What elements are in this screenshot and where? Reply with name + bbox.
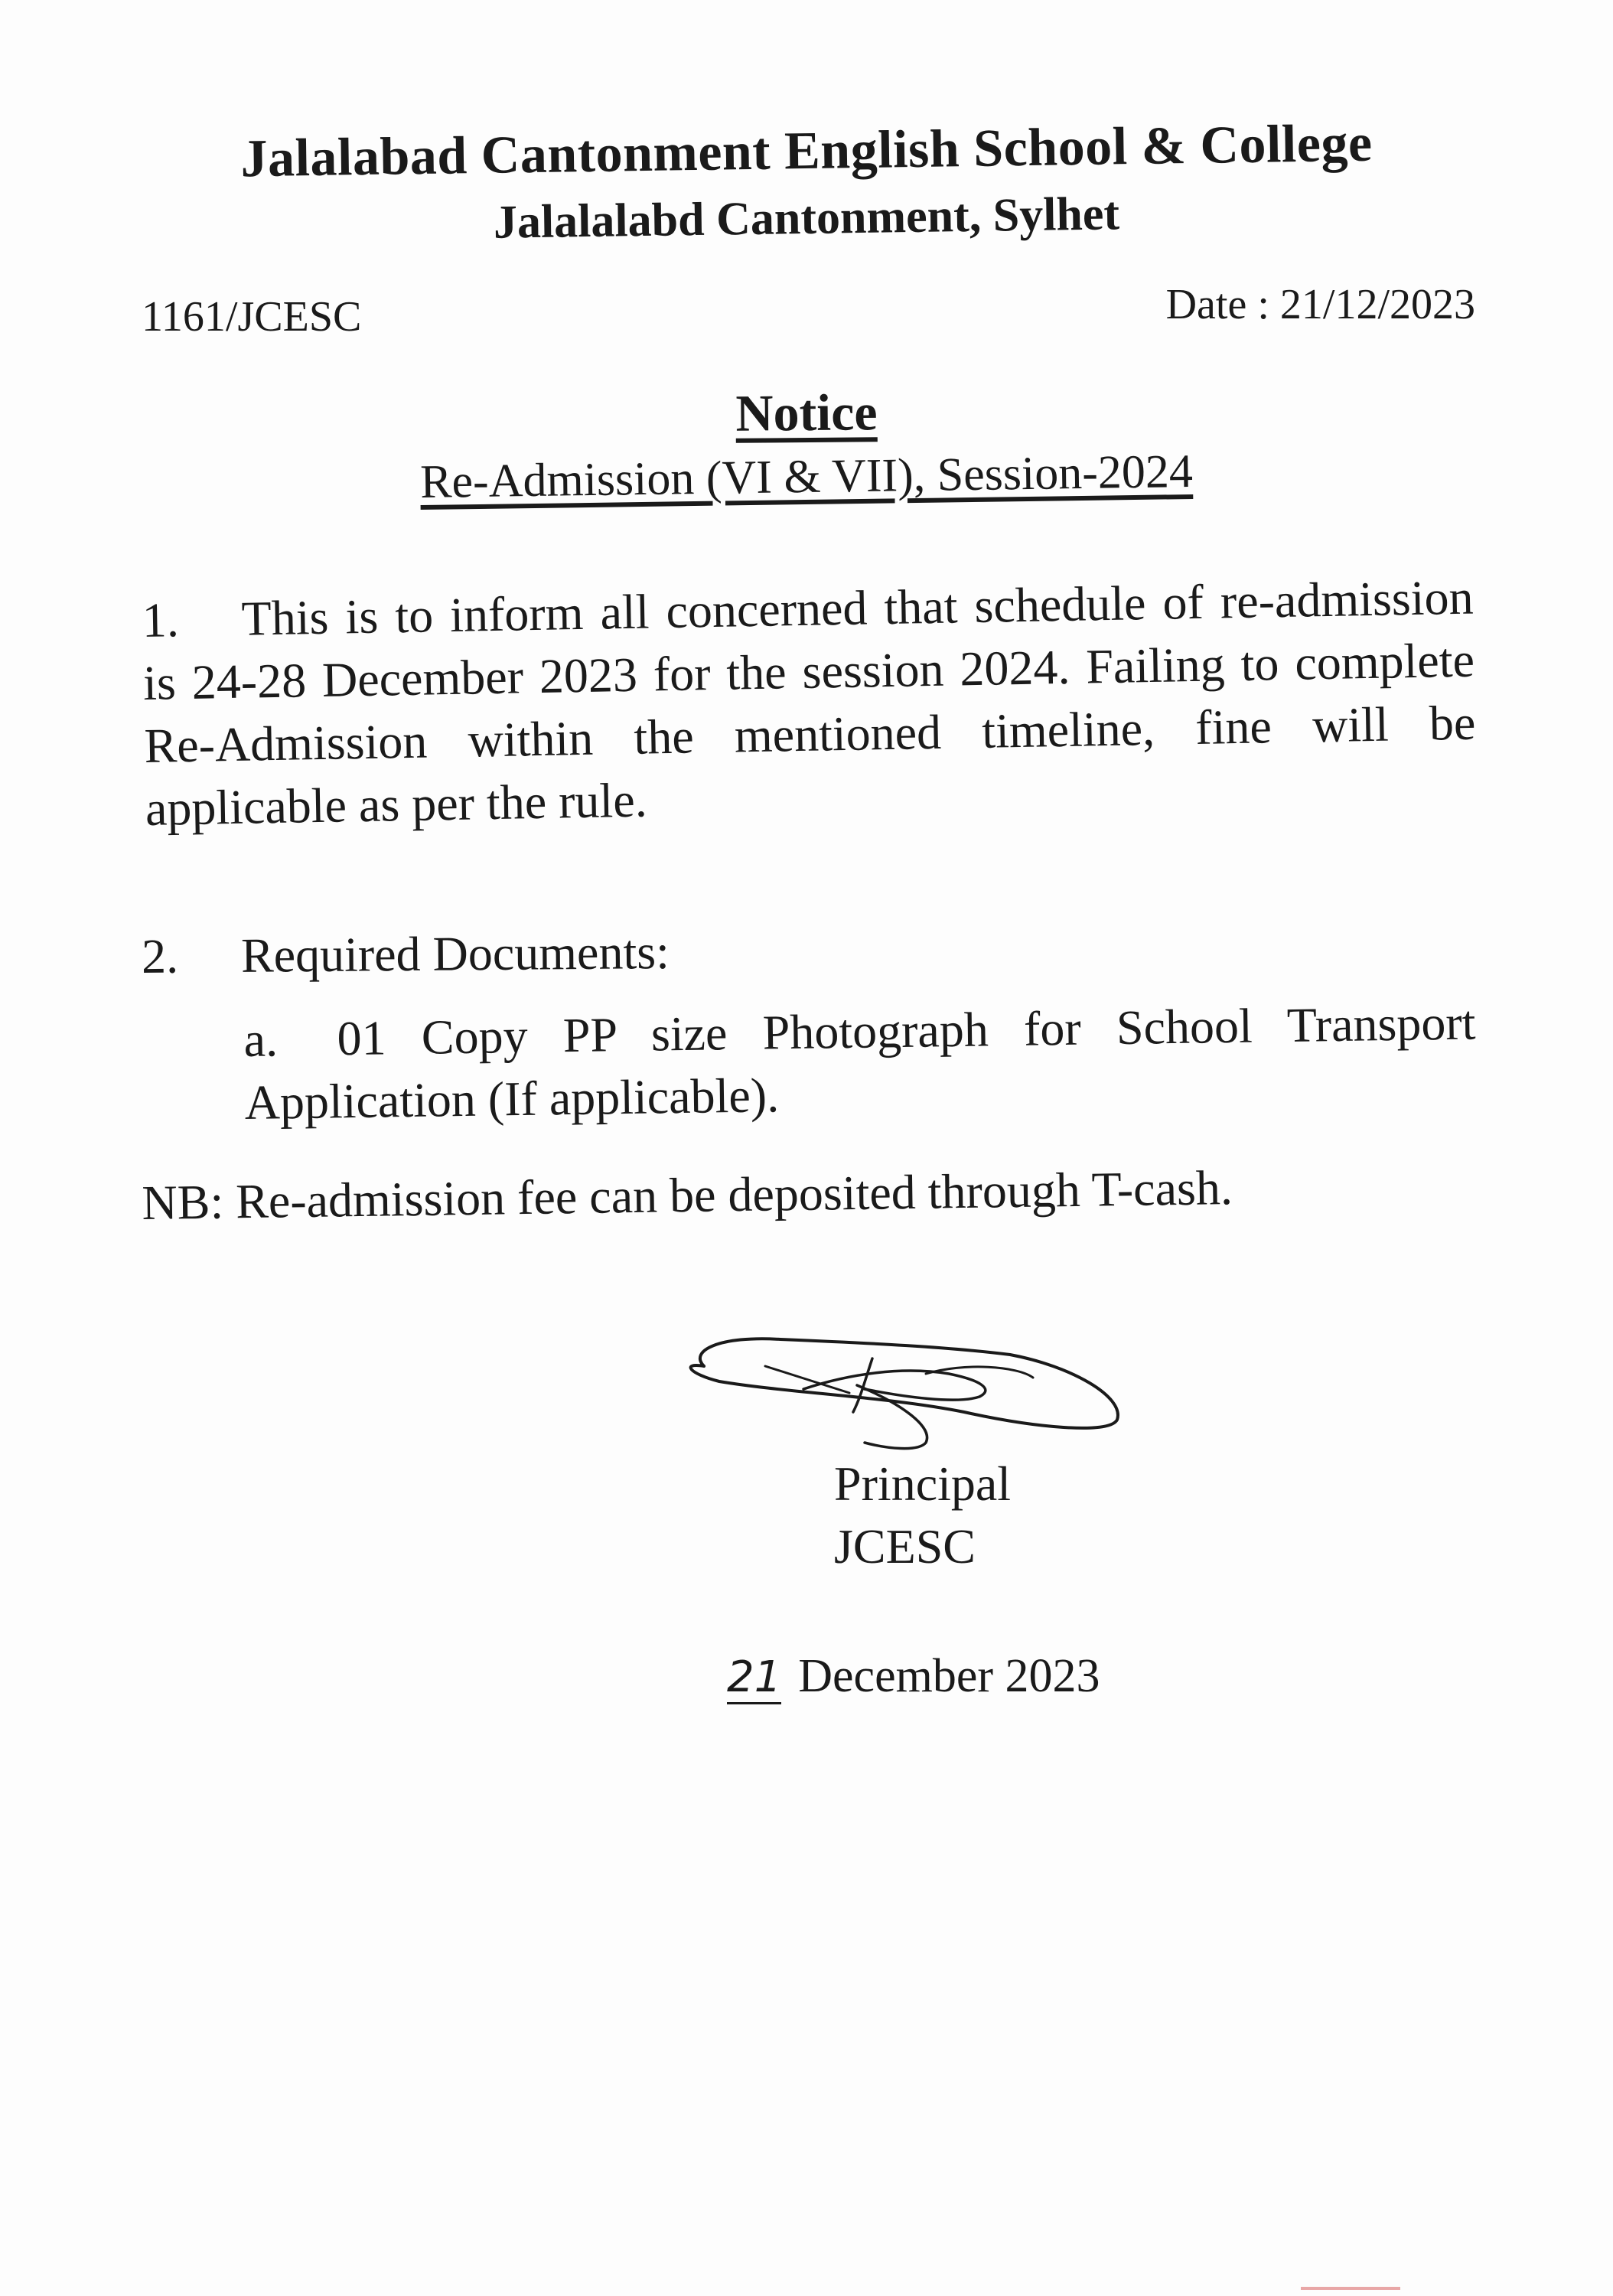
notice-subtitle: Re-Admission (VI & VII), Session-2024 bbox=[419, 445, 1194, 509]
document-item-a-letter: a. bbox=[243, 1012, 279, 1067]
handwritten-day: 21 bbox=[727, 1655, 781, 1704]
document-item-a-text: 01 Copy PP size Photograph for School Transport Application (If applicable). bbox=[244, 995, 1476, 1130]
nb-note: NB: Re-admission fee can be deposited through T-cash. bbox=[142, 1160, 1233, 1230]
signer-block bbox=[834, 1453, 1011, 1578]
reference-number: 1161/JCESC bbox=[142, 293, 362, 341]
paragraph-1-text: This is to inform all concerned that schedule of re-admission is 24-28 December 2023 for the session 2024. Failing to complete Re-Admission within the mentioned timeline, fine will be applicable as per the rule. bbox=[142, 569, 1476, 836]
item-2-label: Required Documents: bbox=[240, 924, 670, 983]
signature-date bbox=[727, 1649, 1100, 1704]
school-name: Jalalabad Cantonment English School & College bbox=[240, 113, 1373, 189]
edge-mark bbox=[1301, 2287, 1400, 2290]
signer-organization: JCESC bbox=[834, 1519, 976, 1574]
required-documents-heading bbox=[142, 924, 670, 985]
signature-date-rest: December 2023 bbox=[798, 1650, 1100, 1702]
school-address: Jalalalabd Cantonment, Sylhet bbox=[493, 188, 1120, 249]
signer-title: Principal bbox=[834, 1456, 1012, 1511]
principal-signature bbox=[673, 1320, 1132, 1454]
paragraph-1-number: 1. bbox=[142, 592, 180, 647]
item-2-number: 2. bbox=[141, 928, 179, 984]
paragraph-1 bbox=[142, 566, 1477, 840]
document-item-a bbox=[243, 992, 1477, 1134]
notice-title: Notice bbox=[735, 383, 878, 442]
issue-date: Date : 21/12/2023 bbox=[1165, 281, 1475, 328]
